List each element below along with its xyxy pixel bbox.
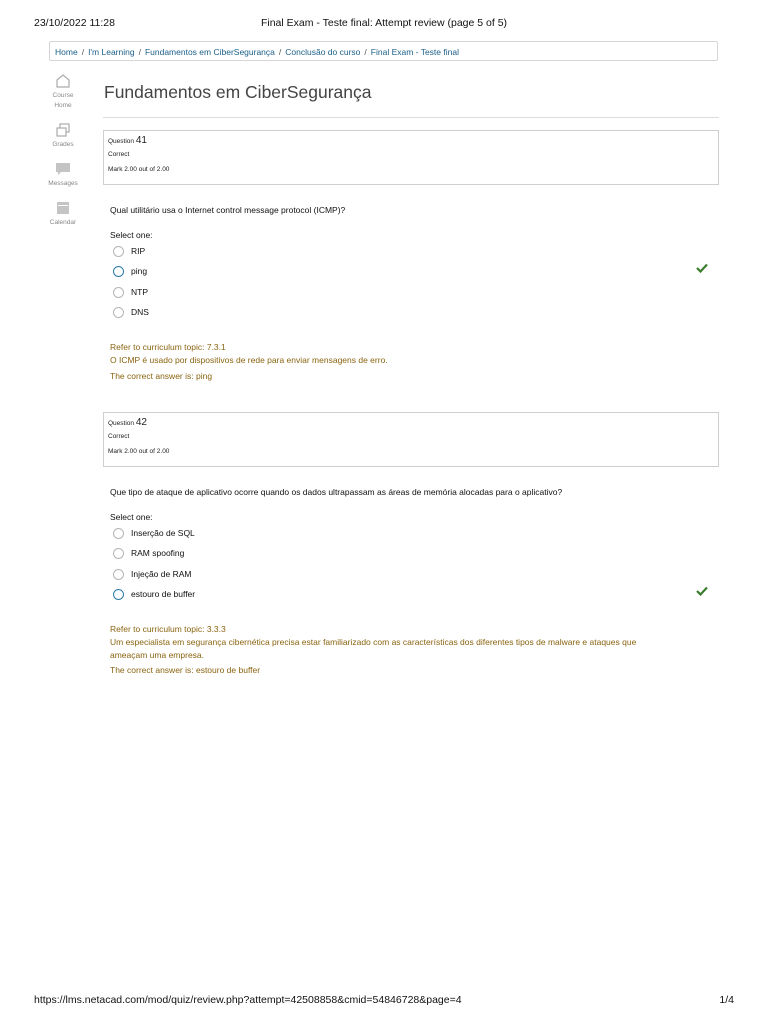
course-title: Fundamentos em CiberSegurança [104,82,372,102]
nav-course-home[interactable] [38,74,88,111]
side-nav [38,74,88,240]
breadcrumb-separator: / [364,47,367,57]
nav-home-label: Home [54,102,72,109]
option-label: DNS [131,307,149,317]
grades-icon [55,123,71,137]
nav-course-label: Course [52,92,74,99]
question-state: Correct [108,433,130,440]
question-state: Correct [108,151,130,158]
nav-grades-label: Grades [52,141,74,148]
option-label: Inserção de SQL [131,528,195,538]
option-label: Injeção de RAM [131,569,192,579]
nav-calendar[interactable] [38,201,88,228]
title-divider [103,117,719,118]
option-label: ping [131,266,148,276]
option-label: RAM spoofing [131,548,185,558]
question-number [108,134,718,147]
messages-icon [55,162,71,176]
breadcrumb-im-learning[interactable]: I'm Learning [88,47,135,57]
question-42-correct-answer: The correct answer is: estouro de buffer [110,665,261,675]
nav-messages-label: Messages [48,180,78,187]
option-label: NTP [131,287,148,297]
question-41-prompt: Select one: [110,230,153,240]
print-header [34,17,734,31]
question-number-value: 42 [135,417,147,428]
print-title: Final Exam - Teste final: Attempt review (page 5 of 5) [260,17,508,29]
question-42-info [103,412,719,467]
print-page-count: 1/4 [719,994,734,1006]
option-label: RIP [131,246,146,256]
print-date: 23/10/2022 11:28 [34,17,115,29]
radio-button[interactable] [113,569,124,580]
question-42-text: Que tipo de ataque de aplicativo ocorre quando os dados ultrapassam as áreas de memória alocadas para o aplicativo? [110,487,563,497]
nav-grades[interactable] [38,123,88,150]
radio-button-selected[interactable] [113,266,124,277]
correct-check-icon [696,586,708,596]
breadcrumb-conclusion[interactable]: Conclusão do curso [285,47,361,57]
feedback-topic: Refer to curriculum topic: 3.3.3 [110,624,226,634]
print-footer [34,994,734,1008]
question-label: Question [108,138,135,145]
option-label: estouro de buffer [131,589,196,599]
radio-button[interactable] [113,287,124,298]
radio-button[interactable] [113,528,124,539]
feedback-text: Um especialista em segurança cibernética precisa estar familiarizado com as características dos diferentes tipos de malware e ataques que ameaçam uma empresa. [110,637,637,660]
breadcrumb-final-exam[interactable]: Final Exam - Teste final [370,47,459,57]
nav-messages[interactable] [38,162,88,189]
radio-button-selected[interactable] [113,589,124,600]
radio-button[interactable] [113,246,124,257]
question-41-feedback [110,341,670,367]
nav-calendar-label: Calendar [49,219,77,226]
breadcrumb-separator: / [138,47,141,57]
radio-button[interactable] [113,307,124,318]
breadcrumb [49,41,718,61]
question-42-prompt: Select one: [110,512,153,522]
question-grade: Mark 2.00 out of 2.00 [108,166,170,173]
breadcrumb-separator: / [278,47,282,57]
question-number-value: 41 [135,135,147,146]
radio-button[interactable] [113,548,124,559]
question-41-correct-answer: The correct answer is: ping [110,371,213,381]
breadcrumb-course[interactable]: Fundamentos em CiberSegurança [144,47,275,57]
print-url: https://lms.netacad.com/mod/quiz/review.php?attempt=42508858&cmid=54846728&page=4 [34,994,462,1006]
question-42-feedback [110,623,670,662]
question-label: Question [108,420,135,427]
feedback-text: O ICMP é usado por dispositivos de rede para enviar mensagens de erro. [110,355,388,365]
correct-check-icon [696,263,708,273]
home-icon [55,74,71,88]
question-grade: Mark 2.00 out of 2.00 [108,448,170,455]
calendar-icon [55,201,71,215]
question-41-text: Qual utilitário usa o Internet control message protocol (ICMP)? [110,205,346,215]
question-41-info [103,130,719,185]
breadcrumb-separator: / [81,47,85,57]
question-number [108,416,718,429]
breadcrumb-home[interactable]: Home [55,47,78,57]
feedback-topic: Refer to curriculum topic: 7.3.1 [110,342,226,352]
